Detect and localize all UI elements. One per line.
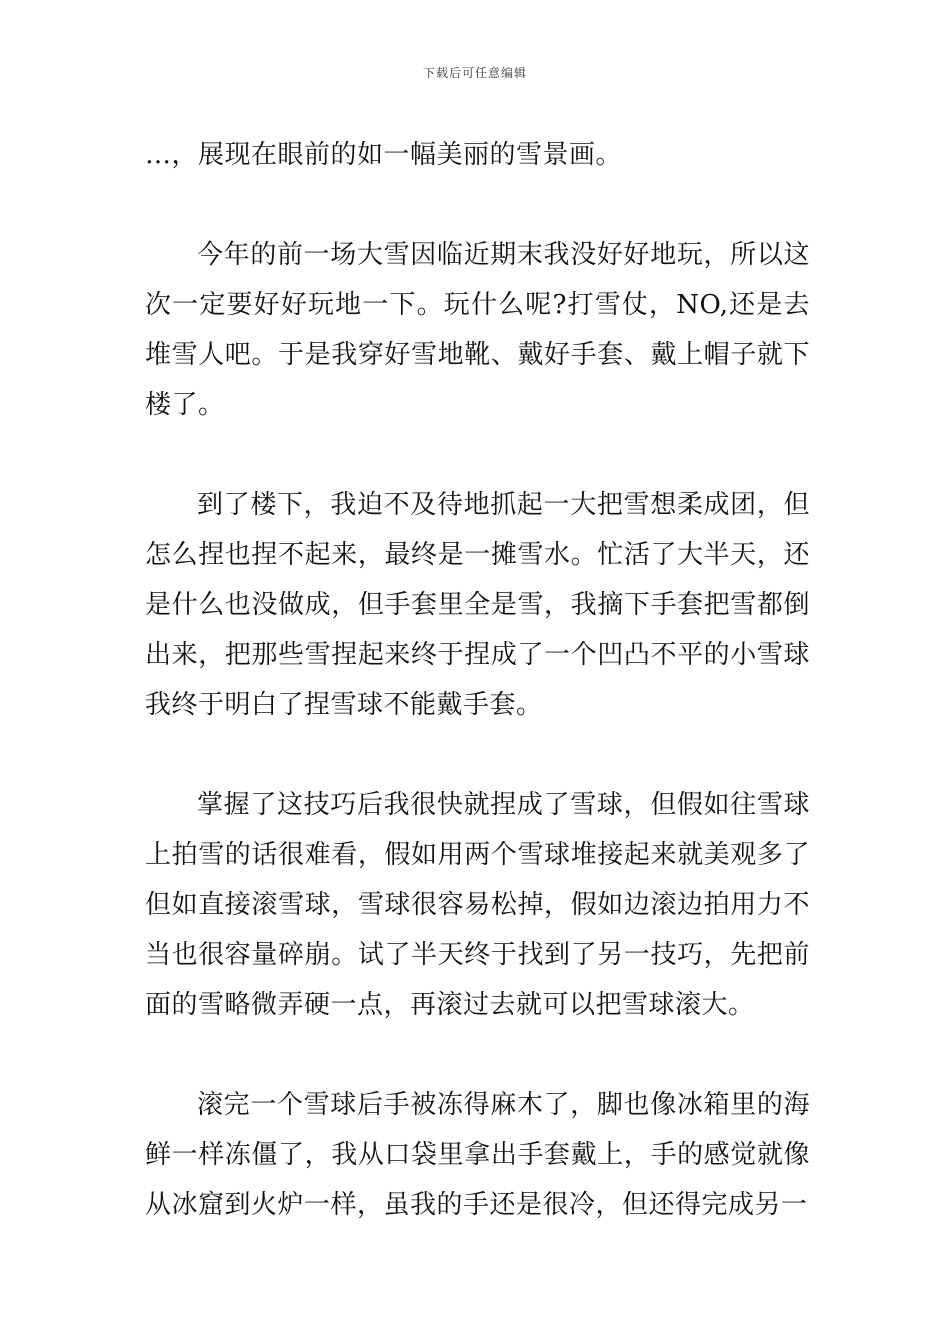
paragraph: 今年的前一场大雪因临近期末我没好好地玩，所以这次一定要好好玩地一下。玩什么呢?打雪仗，NO,还是去堆雪人吧。于是我穿好雪地靴、戴好手套、戴上帽子就下楼了。: [145, 240, 810, 420]
paragraph: 掌握了这技巧后我很快就捏成了雪球，但假如往雪球上拍雪的话很难看，假如用两个雪球堆接起来就美观多了但如直接滚雪球，雪球很容易松掉，假如边滚边拍用力不当也很容量碎崩。试了半天终于找到了另一技巧，先把前面的雪略微弄硬一点，再滚过去就可以把雪球滚大。: [145, 790, 810, 1020]
paragraph: 到了楼下，我迫不及待地抓起一大把雪想柔成团，但怎么捏也捏不起来，最终是一摊雪水。忙活了大半天，还是什么也没做成，但手套里全是雪，我摘下手套把雪都倒出来，把那些雪捏起来终于捏成了一个凹凸不平的小雪球我终于明白了捏雪球不能戴手套。: [145, 490, 810, 720]
paragraph-continuation: …，展现在眼前的如一幅美丽的雪景画。: [145, 140, 623, 170]
header-note: 下载后可任意编辑: [422, 66, 527, 80]
document-body: [145, 130, 810, 1230]
paragraph: 滚完一个雪球后手被冻得麻木了，脚也像冰箱里的海鲜一样冻僵了，我从口袋里拿出手套戴上，手的感觉就像从冰窟到火炉一样，虽我的手还是很冷，但还得完成另一: [145, 1090, 810, 1220]
